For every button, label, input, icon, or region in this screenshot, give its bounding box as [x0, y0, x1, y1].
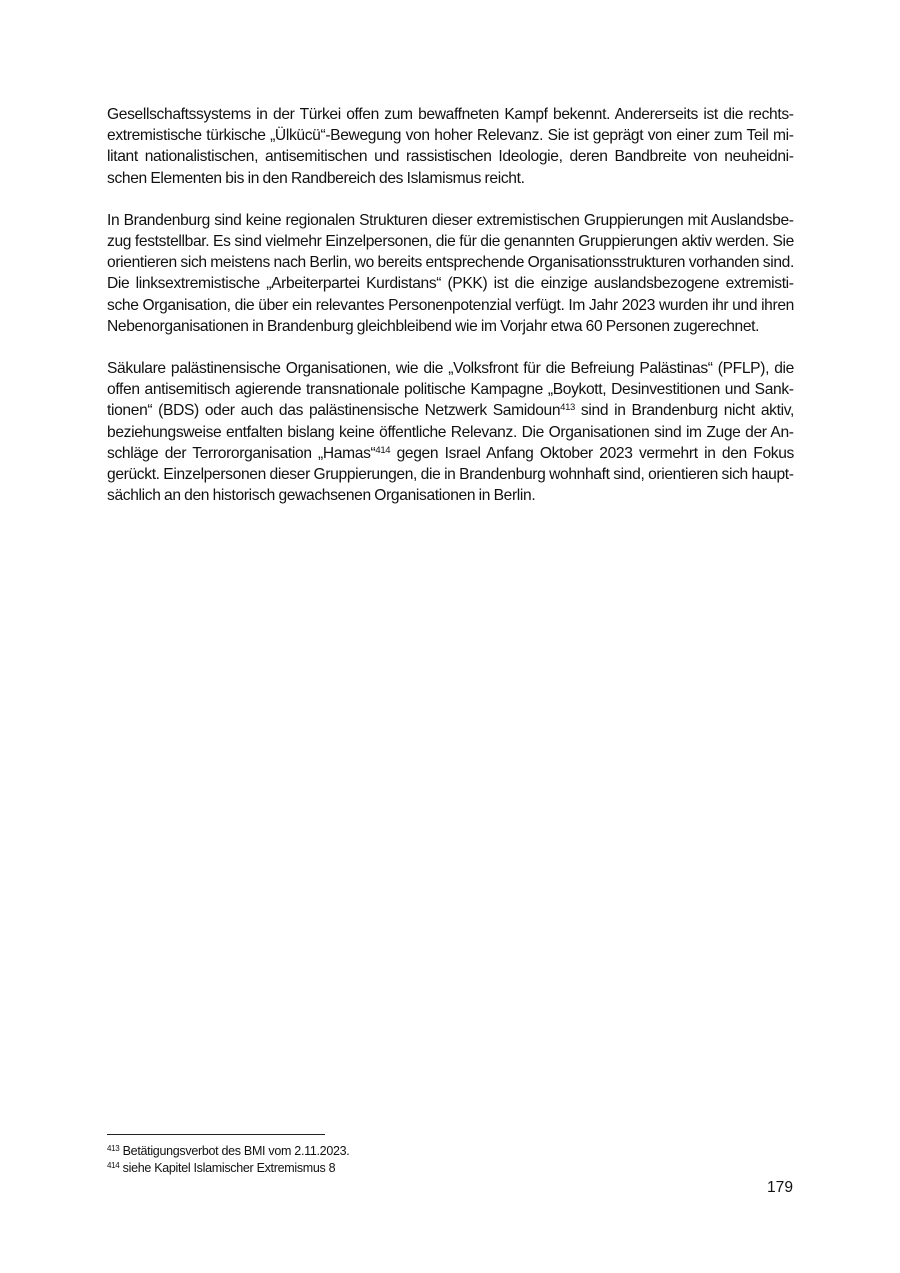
footnote-414 — [107, 1160, 707, 1177]
paragraph-3-text-part-3: gegen Israel Anfang Oktober 2023 vermehrt in den Fokus gerückt. Einzelpersonen dieser Gruppierungen, die in Brandenburg wohnhaft sind, orientieren sich hauptsächlich an den historisch gewachsenen Organisationen in Berlin. — [107, 444, 794, 505]
footnote-413 — [107, 1143, 707, 1160]
paragraph-1-text: Gesellschaftssystems in der Türkei offen zum bewaffneten Kampf bekennt. Andererseits ist die rechtsextremistische türkische „Ülkücü“-Bewegung von hoher Relevanz. Sie ist geprägt von einer zum Teil militant nationalistischen, antisemitischen und rassistischen Ideologie, deren Bandbreite von neuheidnischen Elementen bis in den Randbereich des Islamismus reicht. — [107, 106, 794, 187]
paragraph-3 — [107, 358, 794, 506]
footnote-ref-414[interactable]: 414 — [375, 444, 391, 456]
page-number: 179 — [766, 1179, 793, 1196]
body-text — [107, 104, 794, 527]
footnote-number: 413 — [107, 1144, 120, 1153]
paragraph-2 — [107, 210, 794, 337]
paragraph-3-text-part-2: sind in Brandenburg nicht aktiv, beziehungsweise entfalten bislang keine öffentliche Relevanz. Die Organisationen sind im Zuge der Anschläge der Terrororganisation „Hamas“ — [107, 402, 795, 462]
footnote-number: 414 — [107, 1161, 120, 1170]
paragraph-1 — [107, 104, 794, 189]
footnotes — [107, 1143, 707, 1177]
footnote-ref-413[interactable]: 413 — [560, 402, 575, 414]
footnote-text: Betätigungsverbot des BMI vom 2.11.2023. — [122, 1144, 350, 1158]
paragraph-3-text-part-1: Säkulare palästinensische Organisationen, wie die „Volksfront für die Befreiung Palästinas“ (PFLP), die offen antisemitisch agierende transnationale politische Kampagne „Boykott, Desinvestitionen und Sanktionen“ (BDS) oder auch das palästinensische Netzwerk Samidoun — [107, 360, 794, 420]
footnote-text: siehe Kapitel Islamischer Extremismus 8 — [122, 1161, 336, 1175]
paragraph-2-text: In Brandenburg sind keine regionalen Strukturen dieser extremistischen Gruppierungen mit Auslandsbezug feststellbar. Es sind vielmehr Einzelpersonen, die für die genannten Gruppierungen aktiv werden. Sie orientieren sich meistens nach Berlin, wo bereits entsprechende Organisationsstrukturen vorhanden sind. Die linksextremistische „Arbeiterpartei Kurdistans“ (PKK) ist die einzige auslandsbezogene extremistische Organisation, die über ein relevantes Personenpotenzial verfügt. Im Jahr 2023 wurden ihr und ihren Nebenorganisationen in Brandenburg gleichbleibend wie im Vorjahr etwa 60 Personen zugerechnet. — [107, 211, 794, 335]
footnote-separator — [107, 1134, 325, 1135]
